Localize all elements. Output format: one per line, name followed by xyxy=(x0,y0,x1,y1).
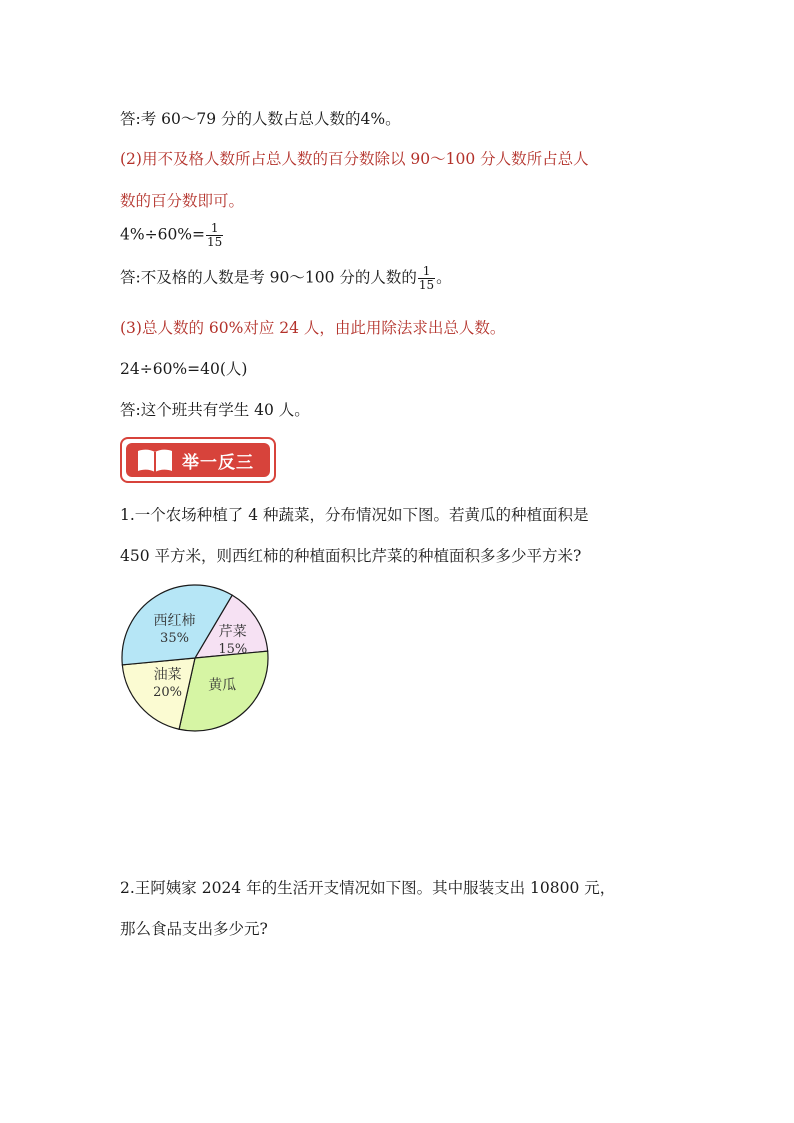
calc-line-3: 24÷60%=40(人) xyxy=(120,360,248,378)
pie-slice-percent: 35% xyxy=(160,630,189,646)
fraction-denominator: 15 xyxy=(207,235,223,249)
answer-2-prefix: 答:不及格的人数是考 90～100 分的人数的 xyxy=(120,268,417,287)
fraction-numerator: 1 xyxy=(418,265,435,279)
section-badge-fill xyxy=(126,443,270,477)
fraction-denominator: 15 xyxy=(418,278,435,292)
pie-slice-name: 西红柿 xyxy=(153,612,196,629)
calc-line-2 xyxy=(120,222,224,249)
fraction-numerator: 1 xyxy=(206,222,223,236)
hint-line-3: (3)总人数的 60%对应 24 人，由此用除法求出总人数。 xyxy=(120,319,506,337)
pie-slice-name: 黄瓜 xyxy=(208,677,237,694)
fraction-1-15 xyxy=(418,265,435,292)
problem-1-line-1: 1.一个农场种植了 4 种蔬菜，分布情况如下图。若黄瓜的种植面积是 xyxy=(120,506,589,524)
open-book-icon xyxy=(136,447,174,473)
problem-2-line-2: 那么食品支出多少元? xyxy=(120,920,268,938)
vegetable-pie-chart xyxy=(118,580,272,736)
section-badge-label: 举一反三 xyxy=(182,452,254,473)
answer-2-suffix: 。 xyxy=(436,268,452,287)
pie-slice-name: 油菜 xyxy=(153,667,182,684)
hint-line-2a: (2)用不及格人数所占总人数的百分数除以 90～100 分人数所占总人 xyxy=(120,150,589,168)
hint-line-2b: 数的百分数即可。 xyxy=(120,192,245,210)
problem-2-line-1: 2.王阿姨家 2024 年的生活开支情况如下图。其中服装支出 10800 元， xyxy=(120,879,616,897)
section-badge xyxy=(120,437,276,483)
answer-line-1: 答:考 60～79 分的人数占总人数的4%。 xyxy=(120,110,401,128)
pie-slice-percent: 20% xyxy=(153,685,183,701)
pie-slice-name: 芹菜 xyxy=(218,624,247,640)
calc-2-prefix: 4%÷60%= xyxy=(120,225,206,244)
problem-1-line-2: 450 平方米，则西红柿的种植面积比芹菜的种植面积多多少平方米? xyxy=(120,547,582,565)
answer-line-3: 答:这个班共有学生 40 人。 xyxy=(120,401,310,419)
answer-line-2 xyxy=(120,265,452,292)
pie-slice-percent: 15% xyxy=(218,642,248,657)
fraction-1-15 xyxy=(206,222,223,249)
